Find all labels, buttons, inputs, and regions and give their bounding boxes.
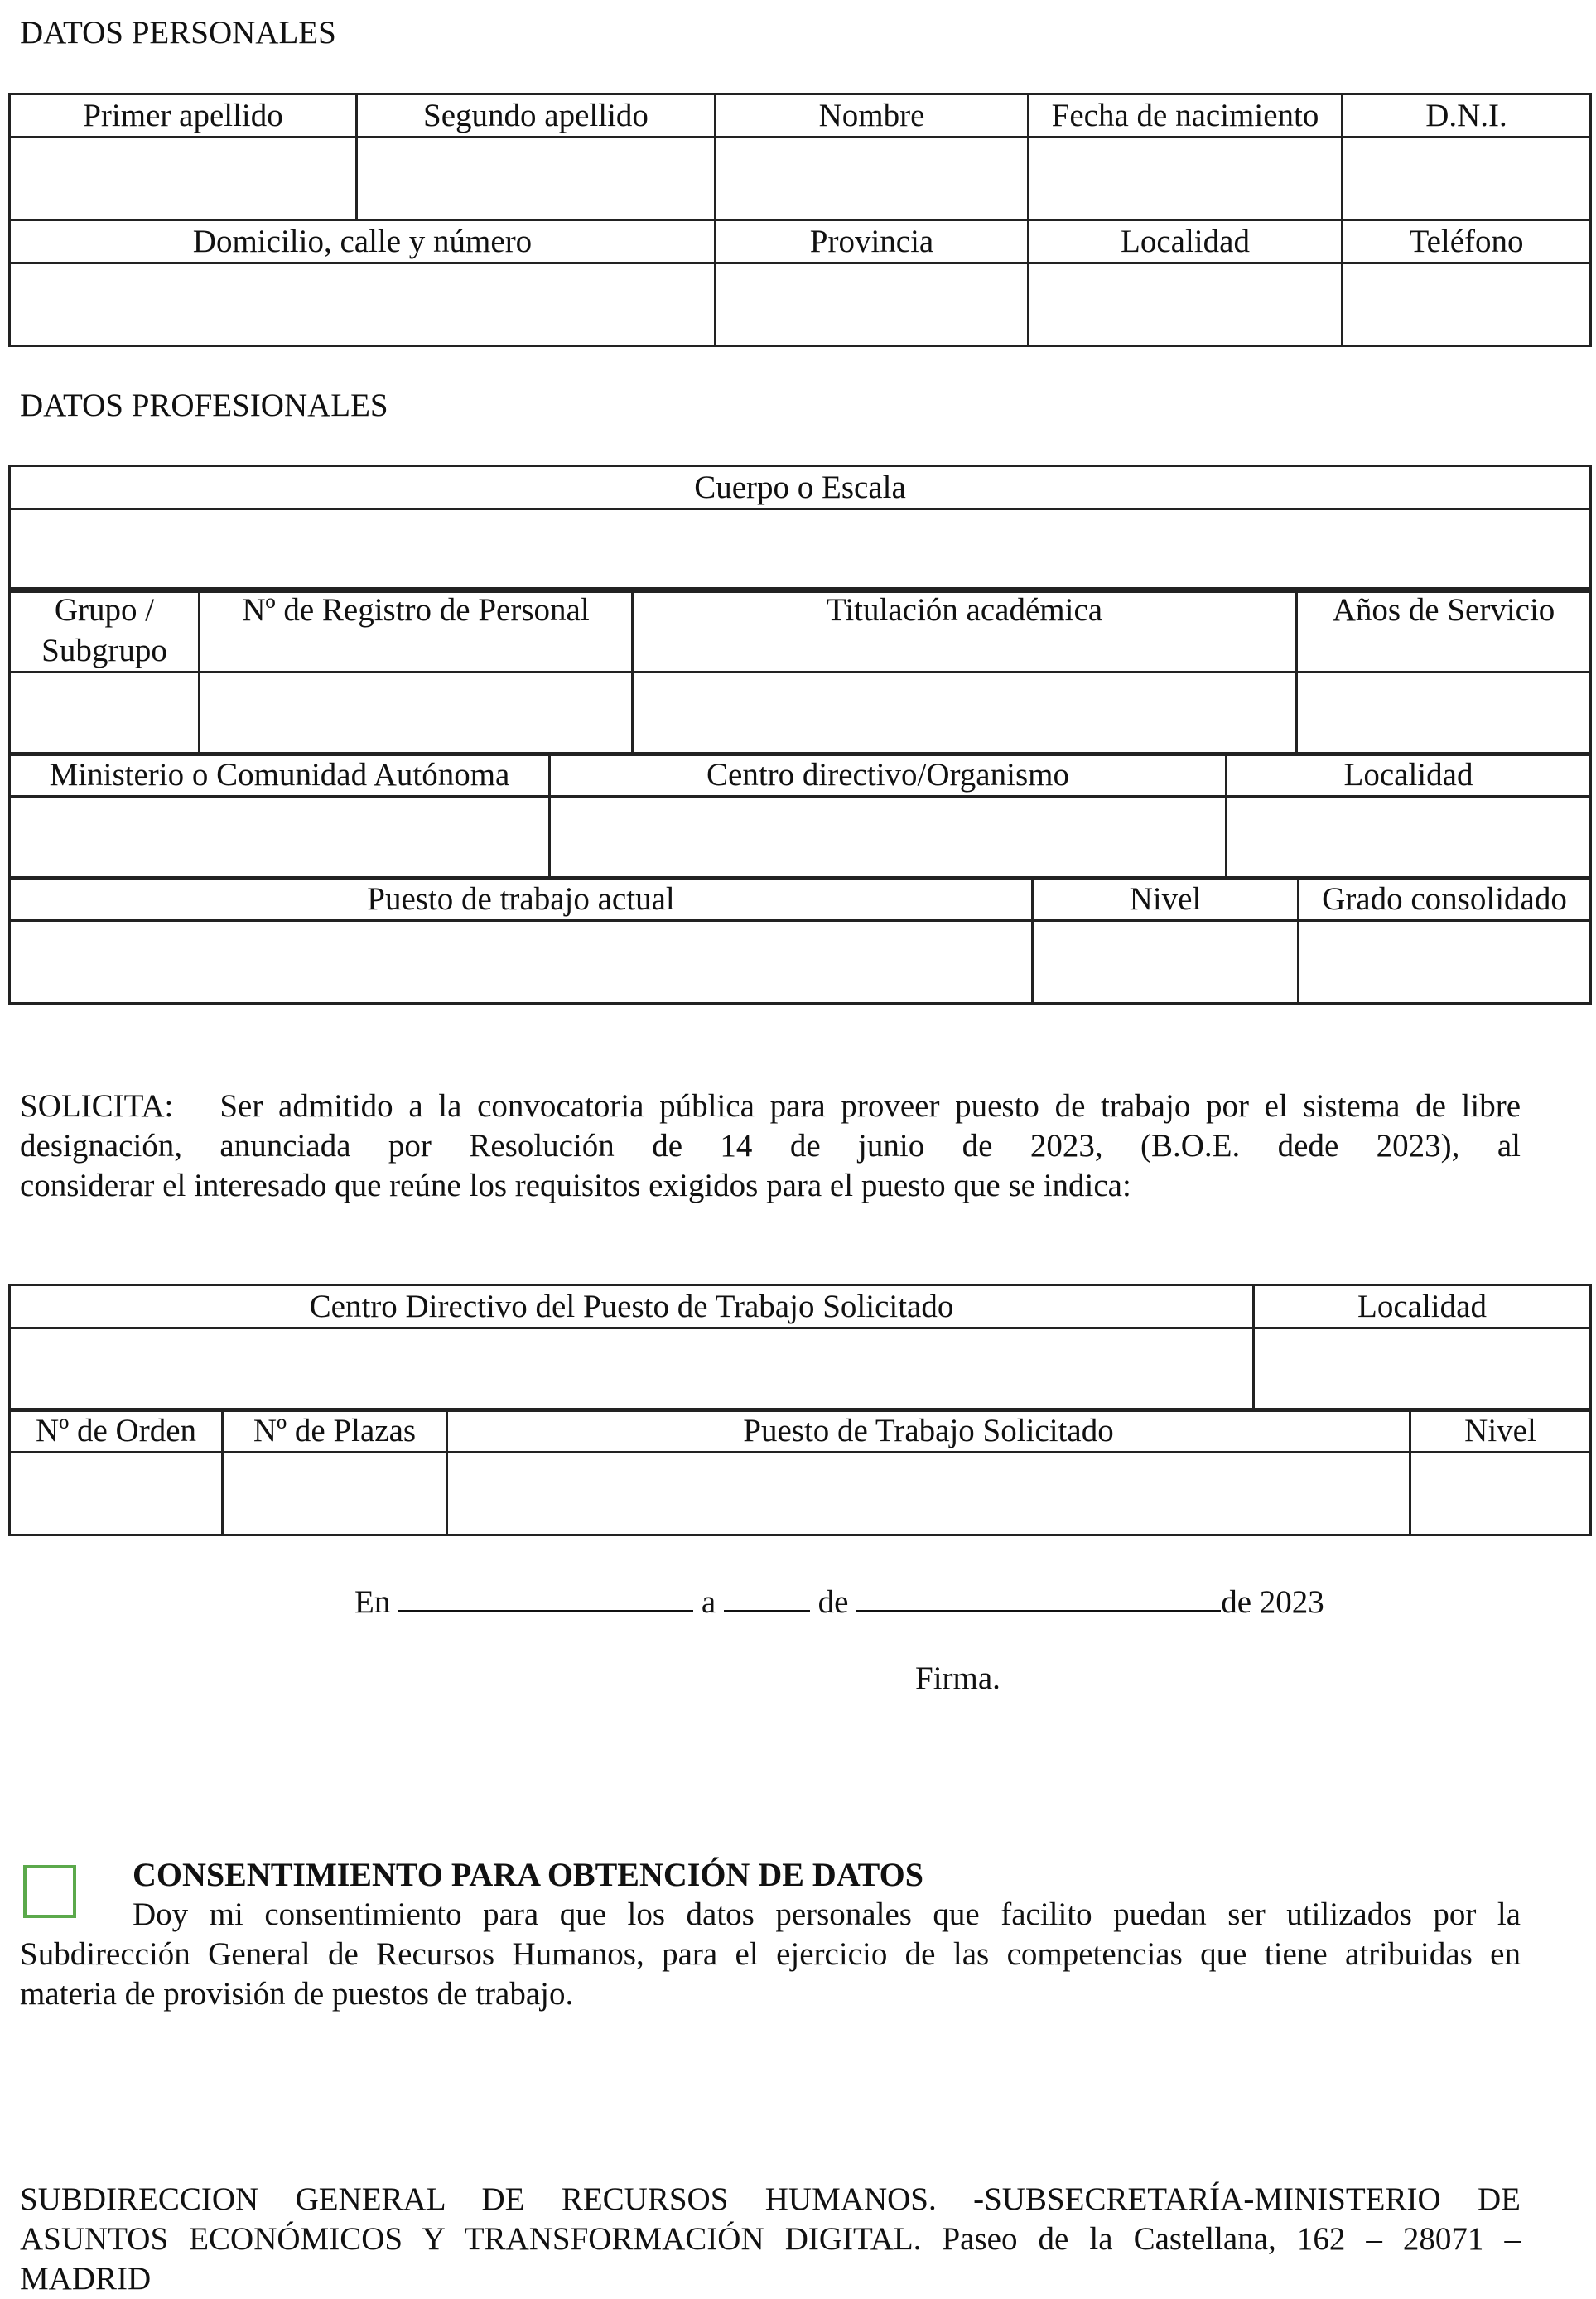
header-anos-servicio: Años de Servicio (1297, 589, 1591, 672)
consent-line3: materia de provisión de puestos de trabajo. (20, 1976, 574, 2012)
datos-profesionales-table-puesto (8, 876, 1592, 1005)
field-dni[interactable] (1343, 137, 1591, 220)
field-segundo-apellido[interactable] (357, 137, 716, 220)
field-numero-orden[interactable] (10, 1453, 223, 1535)
header-numero-orden: Nº de Orden (10, 1410, 223, 1453)
date-line (354, 1578, 1324, 1622)
header-localidad-solicitado: Localidad (1254, 1285, 1591, 1328)
solicita-line1-text: Ser admitido a la convocatoria pública para proveer puesto de trabajo por el sistema de libre (219, 1088, 1521, 1124)
date-year-label: de 2023 (1221, 1584, 1324, 1620)
field-cuerpo-escala[interactable] (10, 509, 1591, 592)
datos-personales-table (8, 93, 1592, 347)
header-domicilio: Domicilio, calle y número (10, 220, 716, 263)
header-grado-consolidado: Grado consolidado (1299, 878, 1591, 921)
header-numero-plazas: Nº de Plazas (223, 1410, 447, 1453)
header-fecha-nacimiento: Fecha de nacimiento (1029, 94, 1343, 137)
section-title-datos-personales: DATOS PERSONALES (20, 15, 336, 51)
puesto-solicitado-table-centro (8, 1284, 1592, 1412)
header-centro-directivo: Centro directivo/Organismo (550, 754, 1227, 797)
header-puesto-solicitado: Puesto de Trabajo Solicitado (447, 1410, 1410, 1453)
field-centro-directivo[interactable] (550, 797, 1227, 880)
datos-profesionales-table-ministerio (8, 752, 1592, 880)
field-primer-apellido[interactable] (10, 137, 357, 220)
field-numero-plazas[interactable] (223, 1453, 447, 1535)
field-nivel-actual[interactable] (1033, 921, 1299, 1004)
field-registro-personal[interactable] (200, 672, 633, 755)
header-nivel-actual: Nivel (1033, 878, 1299, 921)
date-place-field[interactable] (398, 1578, 693, 1612)
grupo-label-line1: Grupo / (54, 592, 155, 628)
header-registro-personal: Nº de Registro de Personal (200, 589, 633, 672)
header-dni: D.N.I. (1343, 94, 1591, 137)
solicita-line2-a: designación, anunciada por Resolución de 14 de junio de 2023, (B.O.E. de (20, 1128, 1309, 1164)
field-localidad-prof[interactable] (1227, 797, 1591, 880)
header-titulacion: Titulación académica (633, 589, 1297, 672)
solicita-line2 (20, 1126, 1521, 1166)
consent-line2: Subdirección General de Recursos Humanos, para el ejercicio de las competencias que tiene atribuidas en (20, 1936, 1521, 1972)
solicita-label: SOLICITA: (20, 1088, 174, 1124)
field-localidad[interactable] (1029, 263, 1343, 346)
field-puesto-solicitado[interactable] (447, 1453, 1410, 1535)
header-provincia: Provincia (716, 220, 1029, 263)
footer-address (20, 2180, 1521, 2299)
field-nombre[interactable] (716, 137, 1029, 220)
header-puesto-actual: Puesto de trabajo actual (10, 878, 1033, 921)
field-telefono[interactable] (1343, 263, 1591, 346)
field-puesto-actual[interactable] (10, 921, 1033, 1004)
field-anos-servicio[interactable] (1297, 672, 1591, 755)
field-domicilio[interactable] (10, 263, 716, 346)
datos-profesionales-table-grupo (8, 587, 1592, 756)
consent-line1: Doy mi consentimiento para que los datos personales que facilito puedan ser utilizados por la (133, 1897, 1521, 1932)
footer-line3: MADRID (20, 2261, 152, 2297)
datos-profesionales-table (8, 465, 1592, 593)
date-day-field[interactable] (724, 1578, 810, 1612)
field-provincia[interactable] (716, 263, 1029, 346)
field-centro-solicitado[interactable] (10, 1328, 1254, 1411)
footer-line1: SUBDIRECCION GENERAL DE RECURSOS HUMANOS. -SUBSECRETARÍA-MINISTERIO DE (20, 2181, 1521, 2217)
field-nivel-solicitado[interactable] (1410, 1453, 1591, 1535)
header-centro-solicitado: Centro Directivo del Puesto de Trabajo Solicitado (10, 1285, 1254, 1328)
consent-title: CONSENTIMIENTO PARA OBTENCIÓN DE DATOS (133, 1856, 923, 1893)
consent-paragraph (20, 1895, 1521, 2014)
header-primer-apellido: Primer apellido (10, 94, 357, 137)
header-segundo-apellido: Segundo apellido (357, 94, 716, 137)
header-localidad: Localidad (1029, 220, 1343, 263)
header-ministerio: Ministerio o Comunidad Autónoma (10, 754, 550, 797)
header-cuerpo-escala: Cuerpo o Escala (10, 466, 1591, 509)
puesto-solicitado-table-puesto (8, 1408, 1592, 1536)
header-localidad-prof: Localidad (1227, 754, 1591, 797)
field-fecha-nacimiento[interactable] (1029, 137, 1343, 220)
field-grado-consolidado[interactable] (1299, 921, 1591, 1004)
date-en-label: En (354, 1584, 391, 1620)
header-grupo-subgrupo (10, 589, 200, 672)
date-de-label: de (817, 1584, 849, 1620)
header-nivel-solicitado: Nivel (1410, 1410, 1591, 1453)
solicita-paragraph (20, 1087, 1521, 1206)
solicita-line3: considerar el interesado que reúne los requisitos exigidos para el puesto que se indica: (20, 1168, 1131, 1203)
firma-label: Firma. (915, 1660, 1001, 1696)
field-grupo-subgrupo[interactable] (10, 672, 200, 755)
solicita-line2-b: de 2023), al (1308, 1128, 1521, 1164)
header-nombre: Nombre (716, 94, 1029, 137)
field-titulacion[interactable] (633, 672, 1297, 755)
solicita-line1 (20, 1087, 1521, 1126)
grupo-label-line2: Subgrupo (41, 633, 167, 668)
date-month-field[interactable] (856, 1578, 1221, 1612)
date-a-label: a (701, 1584, 716, 1620)
field-localidad-solicitado[interactable] (1254, 1328, 1591, 1411)
header-telefono: Teléfono (1343, 220, 1591, 263)
section-title-datos-profesionales: DATOS PROFESIONALES (20, 388, 388, 423)
field-ministerio[interactable] (10, 797, 550, 880)
footer-line2: ASUNTOS ECONÓMICOS Y TRANSFORMACIÓN DIGITAL. Paseo de la Castellana, 162 – 28071 – (20, 2221, 1521, 2257)
